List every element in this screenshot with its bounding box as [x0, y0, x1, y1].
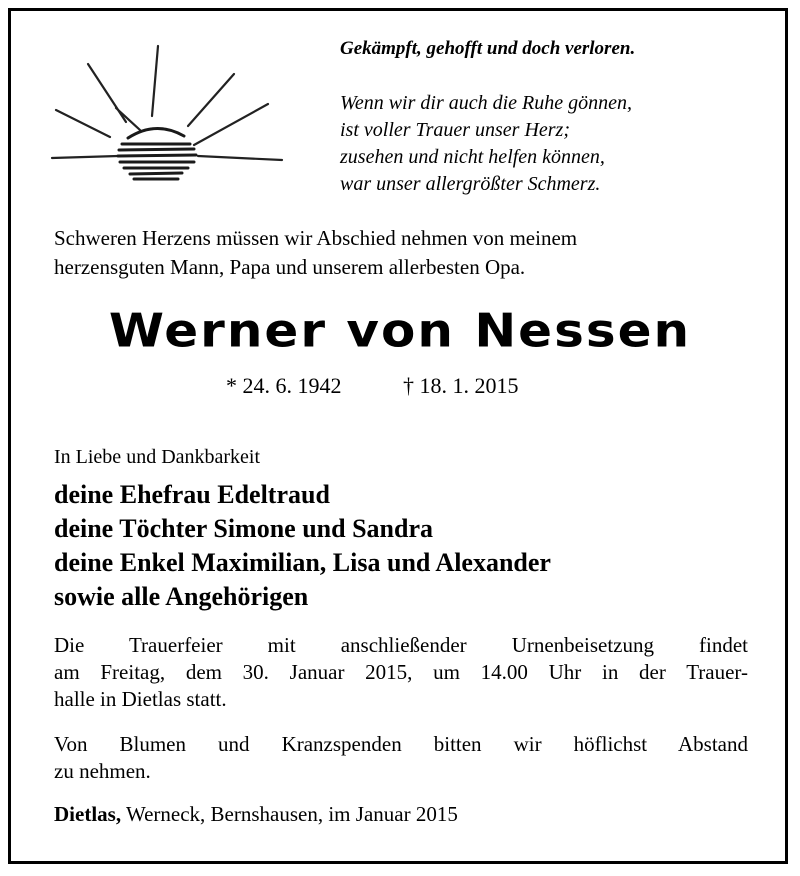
deceased-name: Werner von Nessen [108, 304, 692, 358]
poem-line: war unser allergrößter Schmerz. [340, 173, 601, 195]
intro-line: Schweren Herzens müssen wir Abschied nehmen von meinem [54, 226, 578, 250]
ceremony-line: Die Trauerfeier mit anschließender Urnenbeisetzung findet [54, 633, 748, 657]
place-rest: Werneck, Bernshausen, im Januar 2015 [121, 802, 458, 826]
motto-line: Gekämpft, gehofft und doch verloren. [340, 38, 636, 59]
poem-line: ist voller Trauer unser Herz; [340, 119, 570, 141]
poem [340, 90, 632, 198]
intro-text [54, 224, 754, 282]
intro-line: herzensguten Mann, Papa und unserem allerbesten Opa. [54, 255, 526, 279]
family-line: deine Enkel Maximilian, Lisa und Alexander [54, 548, 551, 577]
place-bold: Dietlas, [54, 802, 122, 826]
family-list [54, 478, 551, 614]
flowers-paragraph [54, 731, 748, 785]
family-line: sowie alle Angehörigen [54, 582, 309, 611]
life-dates [226, 373, 519, 399]
family-line: deine Ehefrau Edeltraud [54, 480, 330, 509]
family-line: deine Töchter Simone und Sandra [54, 514, 434, 543]
flowers-line: Von Blumen und Kranzspenden bitten wir höflichst Abstand [54, 732, 748, 756]
birth-date: * 24. 6. 1942 [226, 373, 342, 398]
setting-sun-icon [48, 42, 288, 190]
ceremony-line: halle in Dietlas statt. [54, 687, 227, 711]
ceremony-line: am Freitag, dem 30. Januar 2015, um 14.00 Uhr in der Trauer- [54, 660, 748, 684]
poem-line: Wenn wir dir auch die Ruhe gönnen, [340, 92, 633, 114]
place-date-line [54, 802, 458, 827]
poem-line: zusehen und nicht helfen können, [340, 146, 605, 168]
love-line: In Liebe und Dankbarkeit [54, 446, 261, 468]
death-date: † 18. 1. 2015 [403, 373, 519, 398]
flowers-line: zu nehmen. [54, 759, 151, 783]
ceremony-paragraph [54, 632, 748, 713]
